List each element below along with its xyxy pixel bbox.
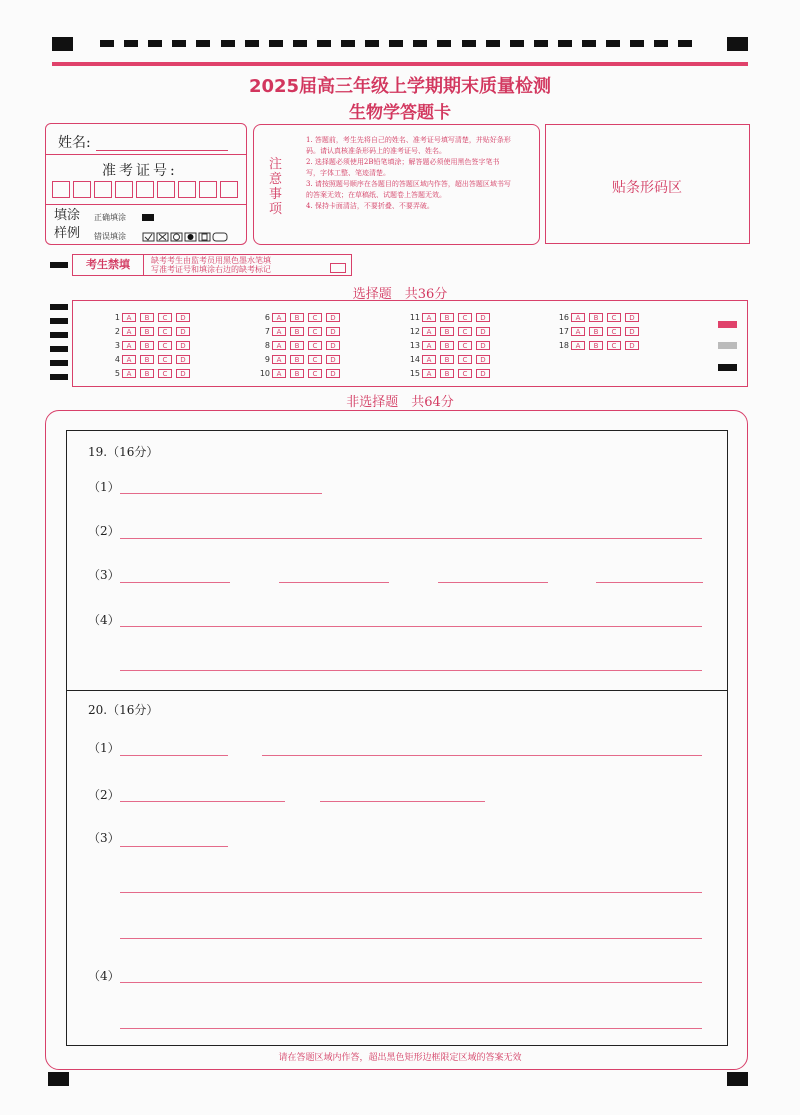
question-number: 17: [558, 326, 569, 336]
q19-part-2: （2）: [88, 524, 120, 538]
timing-mark: [510, 40, 524, 47]
choice-question-row: [549, 339, 643, 351]
absent-label: 考生禁填: [73, 255, 144, 275]
option-bubble[interactable]: B: [140, 327, 154, 336]
q20-3-line-a[interactable]: [120, 846, 228, 847]
q20-part-2: （2）: [88, 788, 120, 802]
option-bubble[interactable]: A: [571, 313, 585, 322]
question-number: 16: [558, 312, 569, 322]
side-timing-mark-3: [50, 332, 68, 338]
question-number: 4: [114, 354, 120, 364]
page-subtitle: 生物学答题卡: [349, 103, 451, 123]
timing-mark: [558, 40, 572, 47]
correct-fill-label: 正确填涂: [94, 213, 126, 222]
choice-question-row: [250, 367, 344, 379]
option-bubble[interactable]: D: [176, 369, 190, 378]
option-bubble[interactable]: B: [440, 369, 454, 378]
option-bubble[interactable]: C: [607, 313, 621, 322]
color-mark-pink: [718, 321, 737, 328]
option-bubble[interactable]: B: [290, 369, 304, 378]
question-number: 15: [409, 368, 420, 378]
choice-question-row: [250, 353, 344, 365]
option-bubble[interactable]: C: [308, 313, 322, 322]
option-bubble[interactable]: B: [440, 313, 454, 322]
option-bubble[interactable]: D: [625, 327, 639, 336]
q19-4-line-a[interactable]: [120, 626, 702, 627]
header-rule: [52, 62, 748, 66]
option-bubble[interactable]: D: [326, 369, 340, 378]
option-bubble[interactable]: C: [158, 313, 172, 322]
option-bubble[interactable]: B: [290, 355, 304, 364]
timing-mark: [245, 40, 259, 47]
timing-mark: [462, 40, 476, 47]
timing-mark: [148, 40, 162, 47]
choice-question-row: [100, 339, 194, 351]
timing-mark: [172, 40, 186, 47]
q20-4-line-a[interactable]: [120, 982, 702, 983]
choice-question-row: [100, 367, 194, 379]
correct-fill-mark: [142, 214, 154, 221]
timing-mark: [413, 40, 427, 47]
option-bubble[interactable]: C: [308, 355, 322, 364]
option-bubble[interactable]: B: [290, 327, 304, 336]
exam-id-cells[interactable]: [52, 181, 242, 198]
option-bubble[interactable]: A: [122, 327, 136, 336]
absent-text-2: 写准考证号和填涂右边的缺考标记: [151, 265, 271, 274]
corner-mark-bottom-right: [727, 1072, 748, 1086]
choice-question-row: [100, 311, 194, 323]
timing-mark: [630, 40, 644, 47]
option-bubble[interactable]: C: [158, 355, 172, 364]
absent-text-1: 缺考考生由监考员用黑色墨水笔填: [151, 256, 271, 265]
option-bubble[interactable]: C: [308, 327, 322, 336]
option-bubble[interactable]: D: [476, 341, 490, 350]
option-bubble[interactable]: D: [326, 355, 340, 364]
student-info-box: [45, 123, 247, 245]
choice-heading: 选择题 共36分: [352, 287, 448, 302]
choice-question-row: [400, 367, 494, 379]
q19-title: 19.（16分）: [88, 445, 159, 459]
q19-3-line-c[interactable]: [438, 582, 548, 583]
option-bubble[interactable]: D: [476, 355, 490, 364]
name-label: 姓名:: [58, 135, 91, 151]
option-bubble[interactable]: C: [458, 313, 472, 322]
choice-question-row: [100, 353, 194, 365]
option-bubble[interactable]: D: [476, 327, 490, 336]
question-number: 1: [114, 312, 120, 322]
option-bubble[interactable]: B: [290, 341, 304, 350]
page-title: 2025届高三年级上学期期末质量检测: [248, 76, 552, 97]
timing-mark: [196, 40, 210, 47]
notice-item-2: 2. 选择题必须使用2B铅笔填涂；解答题必须使用黑色签字笔书写，字体工整、笔迹清楚。: [306, 158, 500, 177]
question-number: 8: [264, 340, 270, 350]
timing-mark: [293, 40, 307, 47]
timing-mark: [221, 40, 235, 47]
option-bubble[interactable]: D: [176, 355, 190, 364]
option-bubble[interactable]: B: [140, 341, 154, 350]
choice-question-row: [549, 325, 643, 337]
option-bubble[interactable]: C: [158, 327, 172, 336]
side-timing-mark-1: [50, 304, 68, 310]
option-bubble[interactable]: C: [458, 341, 472, 350]
option-bubble[interactable]: C: [458, 355, 472, 364]
question-number: 6: [264, 312, 270, 322]
q-divider: [66, 690, 728, 691]
footer-note: 请在答题区域内作答，超出黑色矩形边框限定区域的答案无效: [278, 1053, 522, 1063]
exam-id-label: 准考证号:: [102, 163, 178, 179]
option-bubble[interactable]: A: [272, 327, 286, 336]
option-bubble[interactable]: A: [272, 313, 286, 322]
option-bubble[interactable]: C: [458, 327, 472, 336]
q19-1-line[interactable]: [120, 493, 322, 494]
choice-question-row: [549, 311, 643, 323]
q20-part-4: （4）: [88, 969, 120, 983]
timing-mark: [365, 40, 379, 47]
option-bubble[interactable]: C: [308, 369, 322, 378]
timing-mark: [124, 40, 138, 47]
wrong-fill-marks-icon: [142, 231, 234, 243]
q19-part-3: （3）: [88, 568, 120, 582]
q20-2-line-a[interactable]: [120, 801, 285, 802]
choice-question-row: [250, 311, 344, 323]
timing-mark: [269, 40, 283, 47]
option-bubble[interactable]: A: [571, 327, 585, 336]
option-bubble[interactable]: A: [422, 341, 436, 350]
option-bubble[interactable]: A: [272, 341, 286, 350]
nonchoice-heading: 非选择题 共64分: [346, 395, 454, 410]
choice-question-row: [400, 339, 494, 351]
option-bubble[interactable]: B: [589, 313, 603, 322]
timing-mark: [341, 40, 355, 47]
name-field[interactable]: [96, 150, 228, 151]
question-number: 18: [558, 340, 569, 350]
option-bubble[interactable]: C: [158, 369, 172, 378]
choice-question-row: [400, 353, 494, 365]
option-bubble[interactable]: C: [607, 327, 621, 336]
option-bubble[interactable]: A: [571, 341, 585, 350]
timing-mark: [582, 40, 596, 47]
option-bubble[interactable]: C: [458, 369, 472, 378]
q20-4-line-b[interactable]: [120, 1028, 702, 1029]
timing-mark: [486, 40, 500, 47]
option-bubble[interactable]: A: [422, 327, 436, 336]
option-bubble[interactable]: A: [122, 369, 136, 378]
fill-example-label: 填涂样例: [54, 208, 81, 241]
question-number: 14: [409, 354, 420, 364]
corner-mark-top-left: [52, 37, 73, 51]
option-bubble[interactable]: A: [422, 369, 436, 378]
timing-mark: [606, 40, 620, 47]
q19-part-4: （4）: [88, 613, 120, 627]
option-bubble[interactable]: A: [122, 313, 136, 322]
q20-title: 20.（16分）: [88, 703, 159, 717]
question-number: 2: [114, 326, 120, 336]
corner-mark-top-right: [727, 37, 748, 51]
barcode-area-label: 贴条形码区: [612, 180, 682, 196]
side-timing-mark-2: [50, 318, 68, 324]
option-bubble[interactable]: B: [140, 355, 154, 364]
option-bubble[interactable]: D: [176, 313, 190, 322]
answer-frame: [66, 430, 728, 1046]
option-bubble[interactable]: D: [476, 313, 490, 322]
timing-mark: [317, 40, 331, 47]
option-bubble[interactable]: D: [326, 327, 340, 336]
option-bubble[interactable]: B: [589, 341, 603, 350]
q19-3-line-d[interactable]: [596, 582, 703, 583]
color-mark-gray: [718, 342, 737, 349]
question-number: 5: [114, 368, 120, 378]
option-bubble[interactable]: D: [176, 341, 190, 350]
timing-mark: [437, 40, 451, 47]
option-bubble[interactable]: D: [625, 341, 639, 350]
option-bubble[interactable]: B: [440, 341, 454, 350]
timing-mark: [100, 40, 114, 47]
question-number: 9: [264, 354, 270, 364]
absent-mark-box[interactable]: [330, 263, 346, 273]
q19-3-line-b[interactable]: [279, 582, 389, 583]
option-bubble[interactable]: D: [625, 313, 639, 322]
option-bubble[interactable]: A: [422, 313, 436, 322]
absent-box: [72, 254, 352, 276]
option-bubble[interactable]: D: [476, 369, 490, 378]
timing-mark: [534, 40, 548, 47]
question-number: 11: [409, 312, 420, 322]
option-bubble[interactable]: C: [607, 341, 621, 350]
q19-3-line-a[interactable]: [120, 582, 230, 583]
q20-1-line-a[interactable]: [120, 755, 228, 756]
option-bubble[interactable]: B: [440, 355, 454, 364]
option-bubble[interactable]: A: [272, 369, 286, 378]
q20-part-3: （3）: [88, 831, 120, 845]
option-bubble[interactable]: D: [326, 341, 340, 350]
timing-mark: [389, 40, 403, 47]
choice-question-row: [250, 339, 344, 351]
wrong-fill-examples: [142, 231, 234, 246]
side-timing-mark-4: [50, 346, 68, 352]
option-bubble[interactable]: B: [440, 327, 454, 336]
choice-question-row: [100, 325, 194, 337]
q20-2-line-b[interactable]: [320, 801, 485, 802]
question-number: 13: [409, 340, 420, 350]
option-bubble[interactable]: A: [272, 355, 286, 364]
question-number: 7: [264, 326, 270, 336]
choice-question-row: [400, 311, 494, 323]
notice-heading: 注意事项: [269, 157, 283, 217]
option-bubble[interactable]: B: [290, 313, 304, 322]
notice-box: [253, 124, 540, 245]
option-bubble[interactable]: D: [326, 313, 340, 322]
option-bubble[interactable]: B: [589, 327, 603, 336]
option-bubble[interactable]: B: [140, 313, 154, 322]
side-timing-mark-6: [50, 374, 68, 380]
corner-mark-bottom-left: [48, 1072, 69, 1086]
timing-mark: [678, 40, 692, 47]
barcode-area: [545, 124, 750, 244]
q20-part-1: （1）: [88, 741, 120, 755]
option-bubble[interactable]: C: [308, 341, 322, 350]
choice-question-row: [250, 325, 344, 337]
option-bubble[interactable]: B: [140, 369, 154, 378]
option-bubble[interactable]: A: [122, 341, 136, 350]
q19-4-line-b[interactable]: [120, 670, 702, 671]
q20-3-line-b[interactable]: [120, 892, 702, 893]
question-number: 10: [259, 368, 270, 378]
side-timing-mark-5: [50, 360, 68, 366]
notice-item-4: 4. 保持卡面清洁，不要折叠、不要弄破。: [306, 202, 434, 210]
color-mark-black: [718, 364, 737, 371]
question-number: 3: [114, 340, 120, 350]
notice-item-3: 3. 请按照题号顺序在各题目的答题区域内作答，超出答题区域书写的答案无效；在草稿纸、试题卷上答题无效。: [306, 180, 511, 199]
q19-part-1: （1）: [88, 480, 120, 494]
option-bubble[interactable]: A: [422, 355, 436, 364]
q20-1-line-b[interactable]: [262, 755, 702, 756]
wrong-fill-label: 错误填涂: [94, 232, 126, 241]
choice-question-row: [400, 325, 494, 337]
notice-item-1: 1. 答题前，考生先将自己的姓名、准考证号填写清楚，并贴好条形码。请认真核准条形码上的准考证号、姓名。: [306, 136, 511, 155]
q19-2-line[interactable]: [120, 538, 702, 539]
option-bubble[interactable]: D: [176, 327, 190, 336]
absent-timing-mark: [50, 262, 68, 268]
option-bubble[interactable]: A: [122, 355, 136, 364]
option-bubble[interactable]: C: [158, 341, 172, 350]
timing-mark: [654, 40, 668, 47]
q20-3-line-c[interactable]: [120, 938, 702, 939]
question-number: 12: [409, 326, 420, 336]
